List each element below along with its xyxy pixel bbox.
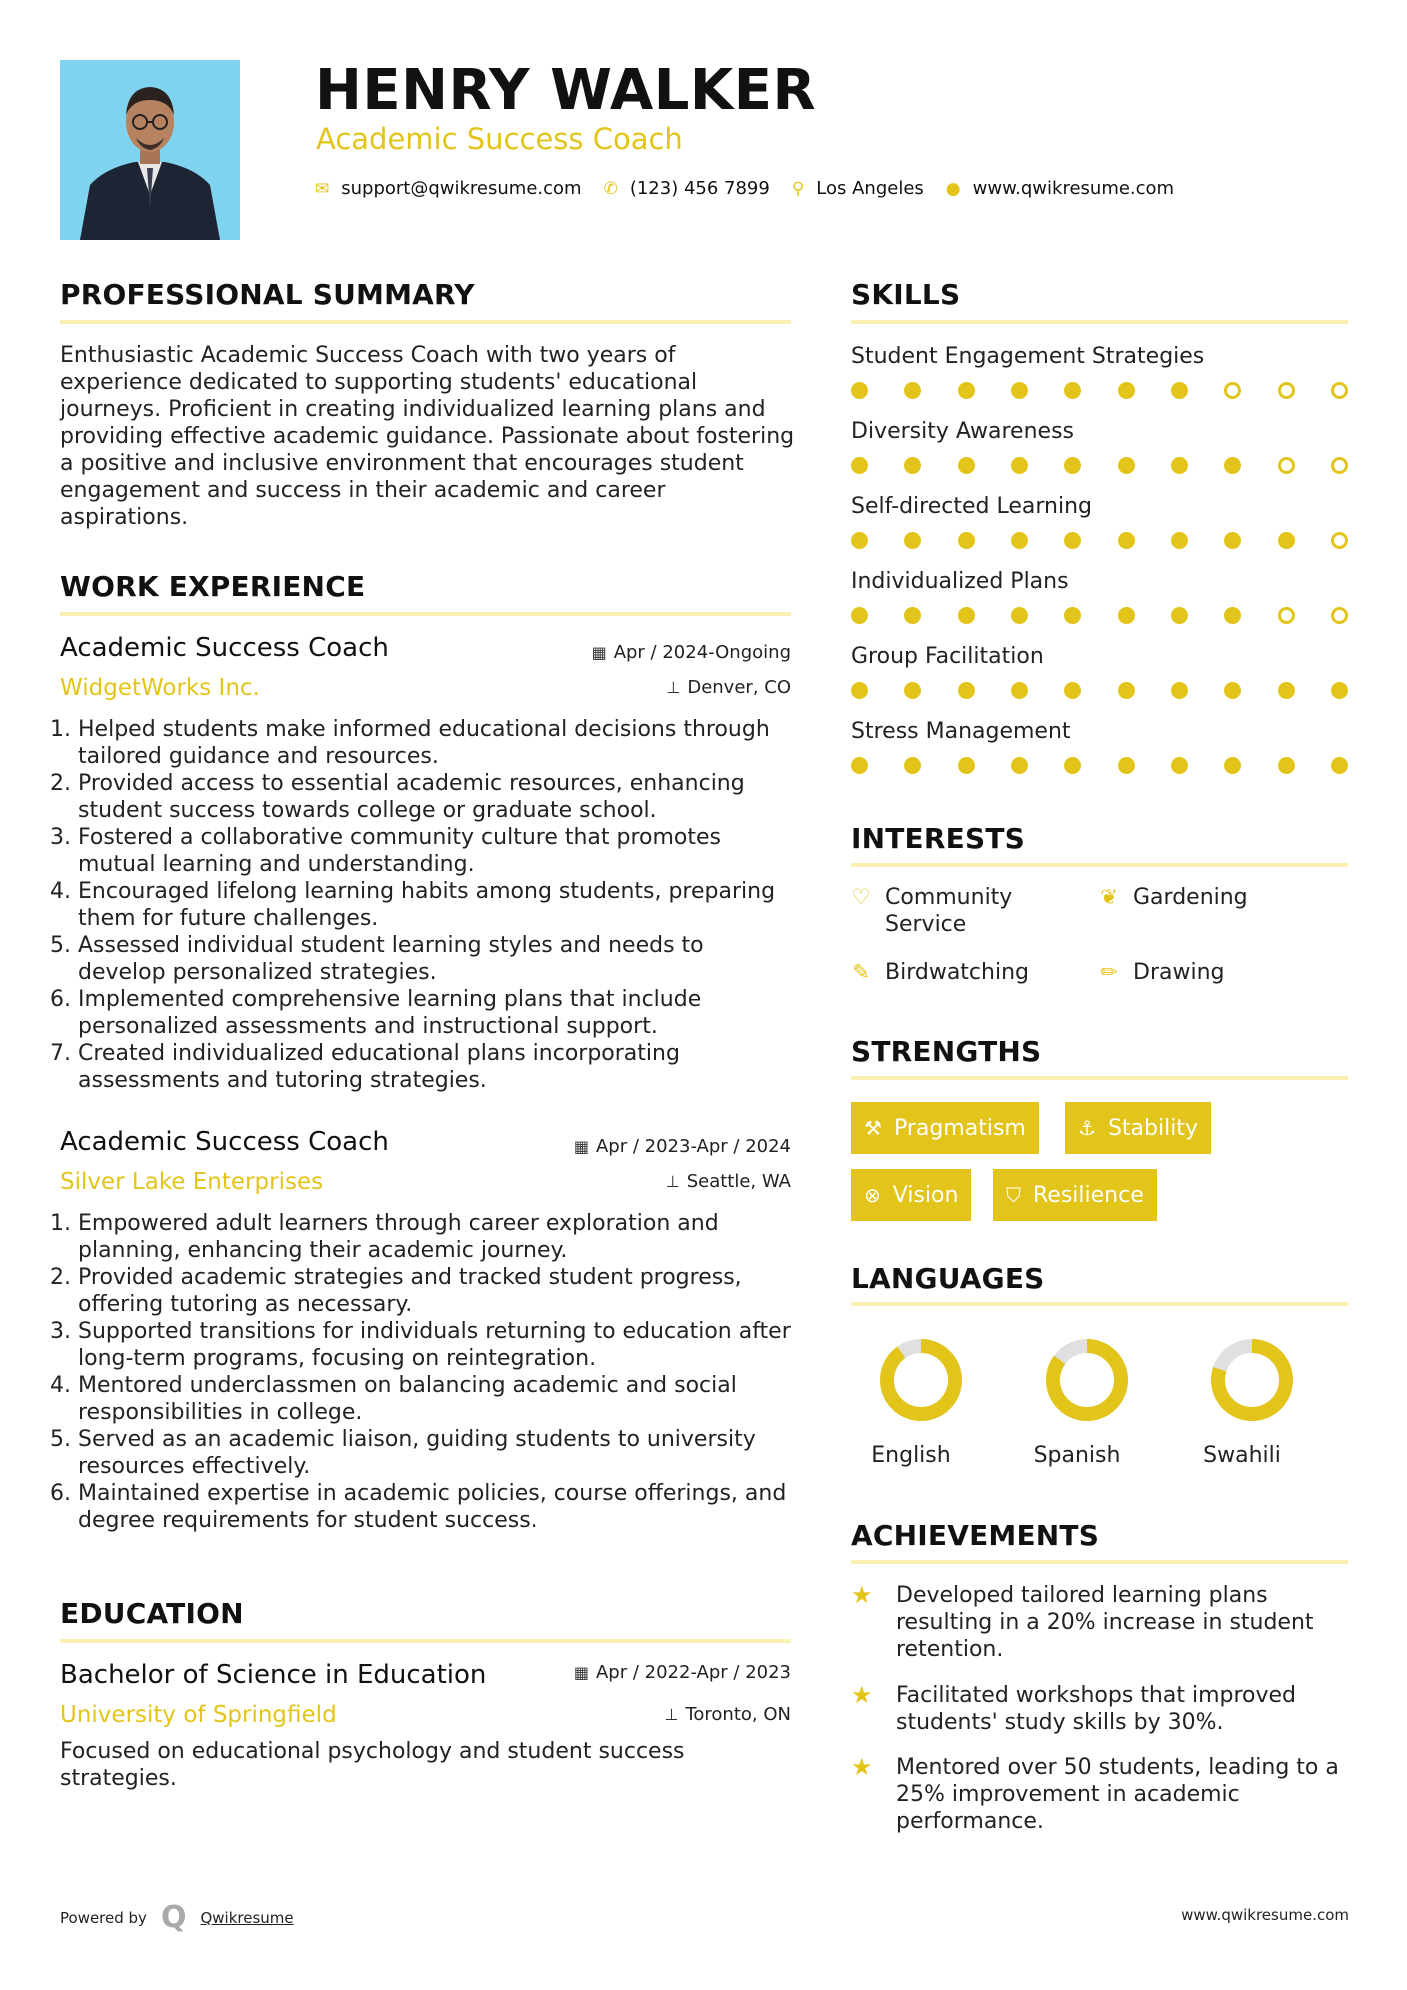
rating-dot-empty (1224, 382, 1241, 399)
skill-rating (851, 605, 1348, 625)
rating-dot-filled (1171, 607, 1188, 624)
section-divider (851, 1076, 1348, 1080)
rating-dot-filled (851, 382, 868, 399)
job-date: ▦ Apr / 2023-Apr / 2024 (573, 1136, 791, 1157)
rating-dot-empty (1331, 532, 1348, 549)
job-title: Academic Success Coach (60, 633, 389, 663)
skill-name: Student Engagement Strategies (851, 344, 1205, 369)
interests-title: INTERESTS (851, 822, 1025, 855)
rating-dot-filled (1118, 682, 1135, 699)
education-title: EDUCATION (60, 1597, 244, 1630)
rating-dot-filled (904, 682, 921, 699)
rating-dot-filled (958, 382, 975, 399)
rating-dot-filled (851, 607, 868, 624)
skill-name: Individualized Plans (851, 569, 1069, 594)
language-name: Swahili (1203, 1443, 1281, 1468)
language-donut (1042, 1335, 1132, 1425)
rating-dot-filled (1224, 532, 1241, 549)
section-divider (60, 320, 791, 324)
rating-dot-filled (1331, 757, 1348, 774)
rating-dot-empty (1331, 457, 1348, 474)
job-company: Silver Lake Enterprises (60, 1169, 324, 1195)
star-icon: ★ (851, 1581, 873, 1609)
rating-dot-filled (1118, 457, 1135, 474)
skill-rating (851, 530, 1348, 550)
rating-dot-filled (1118, 382, 1135, 399)
star-icon: ★ (851, 1681, 873, 1709)
rating-dot-filled (1011, 457, 1028, 474)
footer-powered-by: Powered by Q Qwikresume (60, 1900, 294, 1935)
section-divider (851, 320, 1348, 324)
rating-dot-filled (1224, 607, 1241, 624)
section-divider (60, 612, 791, 616)
rating-dot-filled (904, 457, 921, 474)
qwikresume-logo-icon: Q (160, 1900, 187, 1935)
interest-item: ✎ Birdwatching (852, 960, 1029, 985)
strength-tag: ⚓ Stability (1065, 1102, 1211, 1154)
calendar-icon: ▦ (591, 643, 607, 662)
rating-dot-filled (1064, 532, 1081, 549)
envelope-icon: ✉ (315, 178, 330, 199)
rating-dot-filled (1118, 532, 1135, 549)
skill-rating (851, 680, 1348, 700)
rating-dot-filled (1064, 757, 1081, 774)
rating-dot-filled (1224, 457, 1241, 474)
strengths-title: STRENGTHS (851, 1035, 1042, 1068)
rating-dot-filled (1278, 532, 1295, 549)
skills-title: SKILLS (851, 278, 961, 311)
section-divider (60, 1639, 791, 1643)
skill-rating (851, 455, 1348, 475)
rating-dot-filled (1118, 757, 1135, 774)
rating-dot-empty (1278, 607, 1295, 624)
list-item: 2. Provided academic strategies and tracked student progress, offering tutoring as necessary. (78, 1264, 795, 1318)
section-divider (851, 863, 1348, 867)
calendar-icon: ▦ (573, 1137, 589, 1156)
skill-name: Group Facilitation (851, 644, 1044, 669)
rating-dot-filled (851, 757, 868, 774)
binoculars-icon: ⊗ (864, 1183, 881, 1207)
rating-dot-empty (1278, 457, 1295, 474)
list-item: 2. Provided access to essential academic resources, enhancing student success towards college or graduate school. (78, 770, 795, 824)
education-location: ⊥ Toronto, ON (664, 1704, 791, 1725)
list-item: 6. Implemented comprehensive learning plans that include personalized assessments and instructional support. (78, 986, 795, 1040)
rating-dot-filled (904, 757, 921, 774)
skill-name: Diversity Awareness (851, 419, 1074, 444)
education-text: Focused on educational psychology and student success strategies. (60, 1739, 685, 1791)
skill-rating (851, 755, 1348, 775)
contact-website[interactable]: ● www.qwikresume.com (945, 178, 1175, 199)
rating-dot-filled (1011, 532, 1028, 549)
achievement-item: ★ Developed tailored learning plans resulting in a 20% increase in student retention. (851, 1581, 1314, 1662)
rating-dot-empty (1278, 382, 1295, 399)
rating-dot-filled (904, 382, 921, 399)
rating-dot-filled (1011, 682, 1028, 699)
rating-dot-filled (904, 532, 921, 549)
rating-dot-filled (1011, 382, 1028, 399)
rating-dot-filled (1118, 607, 1135, 624)
job-bullets (60, 716, 795, 1094)
rating-dot-empty (1331, 382, 1348, 399)
hand-heart-icon: ♡ (851, 885, 871, 909)
language-name: Spanish (1033, 1443, 1121, 1468)
rating-dot-filled (958, 607, 975, 624)
contact-location: ⚲ Los Angeles (791, 178, 924, 199)
rating-dot-filled (1064, 607, 1081, 624)
rating-dot-filled (958, 757, 975, 774)
list-item: 1. Empowered adult learners through career exploration and planning, enhancing their academic journey. (78, 1210, 795, 1264)
rating-dot-filled (904, 607, 921, 624)
language-ring (1032, 1335, 1142, 1429)
language-name: English (871, 1443, 951, 1468)
contact-bar (315, 178, 1196, 199)
rating-dot-filled (1064, 457, 1081, 474)
skill-name: Self-directed Learning (851, 494, 1092, 519)
leaf-icon: ❦ (1100, 885, 1118, 909)
rating-dot-filled (1278, 757, 1295, 774)
language-donut (1207, 1335, 1297, 1425)
donut-fill (887, 1346, 955, 1414)
rating-dot-filled (851, 532, 868, 549)
experience-title: WORK EXPERIENCE (60, 570, 366, 603)
list-item: 4. Encouraged lifelong learning habits among students, preparing them for future challenges. (78, 878, 795, 932)
rating-dot-filled (1171, 382, 1188, 399)
rating-dot-filled (1171, 757, 1188, 774)
job-title: Academic Success Coach (60, 1127, 389, 1157)
skill-name: Stress Management (851, 719, 1071, 744)
globe-icon: ● (945, 178, 961, 199)
rating-dot-filled (1224, 757, 1241, 774)
anchor-icon: ⚓ (1078, 1116, 1096, 1140)
interest-item: ❦ Gardening (1100, 885, 1248, 910)
job-location: ⊥ Denver, CO (666, 677, 791, 698)
list-item: 3. Fostered a collaborative community culture that promotes mutual learning and understanding. (78, 824, 795, 878)
language-ring (1197, 1335, 1307, 1429)
strength-tag: ⛉ Resilience (993, 1169, 1157, 1221)
edit-icon: ✎ (852, 960, 870, 984)
candidate-role: Academic Success Coach (316, 122, 683, 156)
interest-item: ♡ Community Service (851, 885, 1013, 937)
rating-dot-filled (1171, 532, 1188, 549)
rating-dot-empty (1331, 607, 1348, 624)
language-donut (876, 1335, 966, 1425)
section-divider (851, 1302, 1348, 1306)
rating-dot-filled (958, 457, 975, 474)
list-item: 5. Assessed individual student learning styles and needs to develop personalized strategies. (78, 932, 795, 986)
strength-tag: ⚒ Pragmatism (851, 1102, 1039, 1154)
phone-icon: ✆ (603, 178, 618, 199)
rating-dot-filled (958, 682, 975, 699)
calendar-icon: ▦ (573, 1663, 589, 1682)
list-item: 4. Mentored underclassmen on balancing academic and social responsibilities in college. (78, 1372, 795, 1426)
rating-dot-filled (1171, 457, 1188, 474)
job-company: WidgetWorks Inc. (60, 675, 260, 701)
star-icon: ★ (851, 1753, 873, 1781)
contact-email[interactable]: ✉ support@qwikresume.com (315, 178, 582, 199)
job-location: ⊥ Seattle, WA (665, 1171, 791, 1192)
summary-title: PROFESSIONAL SUMMARY (60, 278, 475, 311)
pencil-icon: ✏ (1100, 960, 1118, 984)
shield-icon: ⛉ (1006, 1183, 1021, 1207)
job-date: ▦ Apr / 2024-Ongoing (591, 642, 791, 663)
job-bullets (60, 1210, 795, 1534)
rating-dot-filled (1064, 682, 1081, 699)
degree-title: Bachelor of Science in Education (60, 1660, 487, 1690)
skill-rating (851, 380, 1348, 400)
achievement-item: ★ Mentored over 50 students, leading to a 25% improvement in academic performance. (851, 1753, 1339, 1834)
section-divider (851, 1560, 1348, 1564)
rating-dot-filled (1171, 682, 1188, 699)
rating-dot-filled (958, 532, 975, 549)
map-pin-icon: ⚲ (791, 178, 805, 199)
rating-dot-filled (851, 457, 868, 474)
rating-dot-filled (1011, 607, 1028, 624)
list-item: 1. Helped students make informed educational decisions through tailored guidance and resources. (78, 716, 795, 770)
school-name: University of Springfield (60, 1702, 337, 1728)
profile-photo (60, 60, 240, 240)
footer-website-link[interactable]: www.qwikresume.com (1181, 1906, 1349, 1924)
languages-title: LANGUAGES (851, 1262, 1045, 1295)
rating-dot-filled (1011, 757, 1028, 774)
pushpin-icon: ⊥ (666, 678, 681, 697)
achievement-item: ★ Facilitated workshops that improved students' study skills by 30%. (851, 1681, 1297, 1735)
education-date: ▦ Apr / 2022-Apr / 2023 (573, 1662, 791, 1683)
candidate-name: HENRY WALKER (315, 58, 817, 123)
rating-dot-filled (851, 682, 868, 699)
list-item: 7. Created individualized educational plans incorporating assessments and tutoring strategies. (78, 1040, 795, 1094)
list-item: 5. Served as an academic liaison, guiding students to university resources effectively. (78, 1426, 795, 1480)
interest-item: ✏ Drawing (1100, 960, 1225, 985)
list-item: 3. Supported transitions for individuals returning to education after long-term programs, focusing on reintegration. (78, 1318, 795, 1372)
summary-text: Enthusiastic Academic Success Coach with two years of experience dedicated to supporting students' educational journeys. Proficient in creating individualized learning plans and providing effective academic guidance. Passionate about fostering a positive and inclusive environment that encourages student engagement and success in their academic and career aspirations. (60, 343, 795, 530)
list-item: 6. Maintained expertise in academic policies, course offerings, and degree requirements for student success. (78, 1480, 795, 1534)
strength-tag: ⊗ Vision (851, 1169, 971, 1221)
pushpin-icon: ⊥ (664, 1705, 679, 1724)
pushpin-icon: ⊥ (665, 1172, 680, 1191)
achievements-title: ACHIEVEMENTS (851, 1519, 1100, 1552)
gavel-icon: ⚒ (864, 1116, 882, 1140)
rating-dot-filled (1064, 382, 1081, 399)
rating-dot-filled (1278, 682, 1295, 699)
language-ring (866, 1335, 976, 1429)
rating-dot-filled (1331, 682, 1348, 699)
contact-phone[interactable]: ✆ (123) 456 7899 (603, 178, 770, 199)
rating-dot-filled (1224, 682, 1241, 699)
footer-brand-link[interactable]: Qwikresume (200, 1908, 294, 1927)
